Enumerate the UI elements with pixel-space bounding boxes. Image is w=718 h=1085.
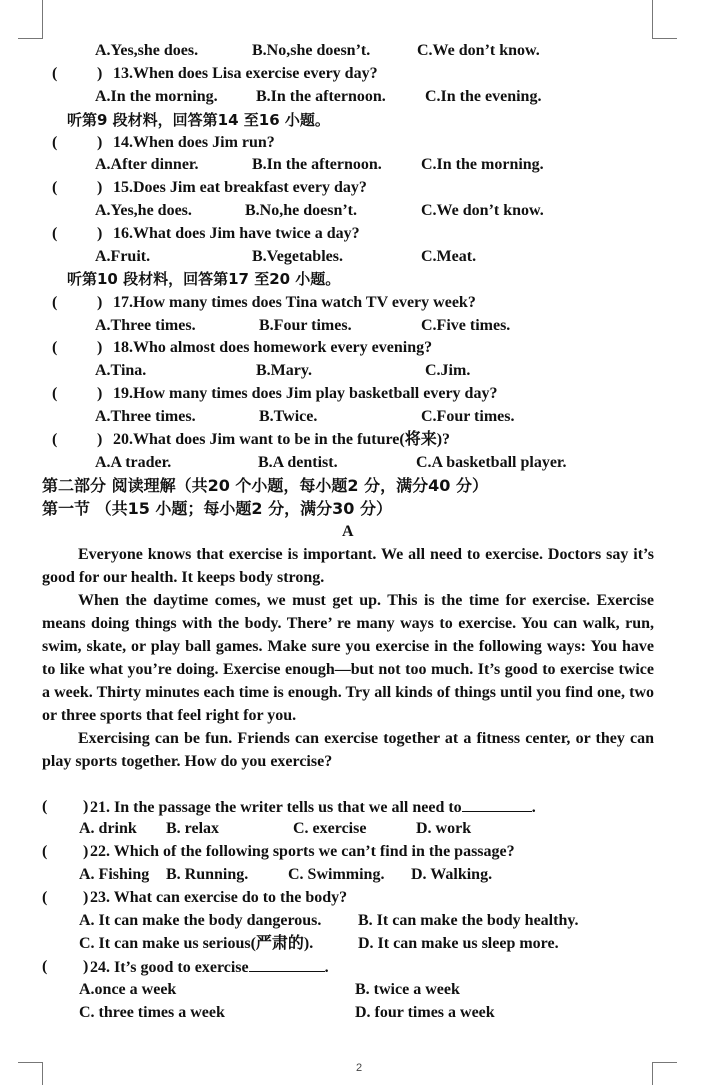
option-b: B. twice a week	[355, 981, 460, 998]
question-stem: 24. It’s good to exercise	[90, 959, 249, 976]
option-b: B.Mary.	[256, 362, 312, 379]
answer-paren-open: (	[42, 889, 48, 906]
passage-paragraph: Exercising can be fun. Friends can exercise together at a fitness center, or they can play sports together. How do you exercise?	[42, 730, 654, 770]
section-10-instruction: 听第10 段材料，回答第17 至20 小题。	[67, 270, 341, 288]
option-b: B. relax	[166, 820, 220, 837]
option-c: C.In the morning.	[421, 156, 544, 173]
option-b: B.A dentist.	[258, 454, 338, 471]
option-a: A.Yes,he does.	[95, 202, 192, 219]
option-a: A.In the morning.	[95, 88, 218, 105]
question-text: 18.Who almost does homework every evening?	[113, 339, 433, 356]
option-a: A.once a week	[79, 981, 177, 998]
option-a: A. Fishing	[79, 866, 150, 883]
answer-paren-close: )	[97, 385, 103, 402]
option-b: B.Four times.	[259, 317, 352, 334]
section-9-instruction: 听第9 段材料，回答第14 至16 小题。	[67, 111, 330, 129]
answer-paren-open: (	[52, 179, 58, 196]
option-c: C.Five times.	[421, 317, 511, 334]
question-text	[90, 797, 536, 818]
option-b: B.Vegetables.	[252, 248, 343, 265]
option-a: A.Tina.	[95, 362, 147, 379]
answer-paren-close: )	[97, 65, 103, 82]
answer-blank	[249, 957, 325, 972]
option-d: D. It can make us sleep more.	[358, 935, 559, 952]
answer-paren-close: )	[97, 179, 103, 196]
question-text: 20.What does Jim want to be in the future(将来)?	[113, 431, 451, 448]
option-d: D. four times a week	[355, 1004, 495, 1021]
answer-paren-close: )	[97, 294, 103, 311]
answer-paren-open: (	[52, 339, 58, 356]
option-c: C.Jim.	[425, 362, 471, 379]
option-b: B.In the afternoon.	[252, 156, 382, 173]
answer-paren-open: (	[52, 431, 58, 448]
option-a: A.A trader.	[95, 454, 172, 471]
question-stem: 21. In the passage the writer tells us that we all need to	[90, 799, 462, 816]
option-c: C. exercise	[293, 820, 367, 837]
reading-part-title: 第二部分 阅读理解（共20 个小题，每小题2 分，满分40 分）	[42, 476, 488, 495]
question-text: 13.When does Lisa exercise every day?	[113, 65, 378, 82]
option-b: B.No,he doesn’t.	[245, 202, 358, 219]
answer-paren-open: (	[52, 225, 58, 242]
option-c: C. It can make us serious(严肃的).	[79, 935, 314, 952]
answer-paren-open: (	[42, 958, 48, 975]
option-a: A.After dinner.	[95, 156, 199, 173]
answer-paren-open: (	[52, 65, 58, 82]
question-text: 17.How many times does Tina watch TV every week?	[113, 294, 476, 311]
answer-blank	[462, 797, 532, 812]
option-a: A. It can make the body dangerous.	[79, 912, 322, 929]
question-text: 19.How many times does Jim play basketball every day?	[113, 385, 498, 402]
question-text: 16.What does Jim have twice a day?	[113, 225, 360, 242]
passage-paragraph: Everyone knows that exercise is important. We all need to exercise. Doctors say it’s good for our health. It keeps body strong.	[42, 546, 654, 586]
option-c: C.Meat.	[421, 248, 477, 265]
option-d: D. work	[416, 820, 472, 837]
page-number: 2	[355, 1062, 363, 1074]
answer-paren-open: (	[52, 385, 58, 402]
reading-passage	[42, 543, 654, 773]
crop-mark-top-right	[652, 0, 677, 39]
option-c: C.We don’t know.	[421, 202, 544, 219]
answer-paren-close: )	[83, 889, 89, 906]
answer-paren-open: (	[42, 798, 48, 815]
option-c: C.We don’t know.	[417, 42, 540, 59]
answer-paren-open: (	[52, 134, 58, 151]
answer-paren-close: )	[83, 798, 89, 815]
option-a: A.Yes,she does.	[95, 42, 199, 59]
option-a: A.Three times.	[95, 408, 196, 425]
option-b: B. It can make the body healthy.	[358, 912, 579, 929]
question-text: 23. What can exercise do to the body?	[90, 889, 348, 906]
crop-mark-top-left	[18, 0, 43, 39]
option-b: B.No,she doesn’t.	[252, 42, 371, 59]
option-b: B. Running.	[166, 866, 249, 883]
option-b: B.Twice.	[259, 408, 318, 425]
reading-section-title: 第一节 （共15 小题；每小题2 分，满分30 分）	[42, 499, 392, 518]
option-c: C.A basketball player.	[416, 454, 567, 471]
option-c: C. Swimming.	[288, 866, 385, 883]
option-c: C. three times a week	[79, 1004, 225, 1021]
answer-paren-close: )	[97, 339, 103, 356]
question-end: .	[324, 959, 329, 976]
option-b: B.In the afternoon.	[256, 88, 386, 105]
question-end: .	[531, 799, 536, 816]
answer-paren-open: (	[52, 294, 58, 311]
option-c: C.Four times.	[421, 408, 515, 425]
option-a: A. drink	[79, 820, 137, 837]
answer-paren-close: )	[97, 225, 103, 242]
passage-paragraph: When the daytime comes, we must get up. This is the time for exercise. Exercise means doing things with the body. There’ re many ways to exercise. You can walk, run, swim, skate, or play ball games. Make sure you exercise in the following ways: You have to like what you’re doing. Exercise enough—but not too much. It’s good to exercise twice a week. Thirty minutes each time is enough. Try all kinds of things until you find one, two or three sports that feel right for you.	[42, 592, 654, 724]
option-a: A.Fruit.	[95, 248, 151, 265]
answer-paren-close: )	[97, 431, 103, 448]
answer-paren-close: )	[83, 843, 89, 860]
option-d: D. Walking.	[411, 866, 493, 883]
question-text	[90, 957, 329, 978]
answer-paren-close: )	[83, 958, 89, 975]
question-text: 15.Does Jim eat breakfast every day?	[113, 179, 367, 196]
option-c: C.In the evening.	[425, 88, 542, 105]
answer-paren-open: (	[42, 843, 48, 860]
answer-paren-close: )	[97, 134, 103, 151]
passage-label: A	[342, 523, 354, 540]
question-text: 22. Which of the following sports we can’t find in the passage?	[90, 843, 515, 860]
option-a: A.Three times.	[95, 317, 196, 334]
question-text: 14.When does Jim run?	[113, 134, 275, 151]
